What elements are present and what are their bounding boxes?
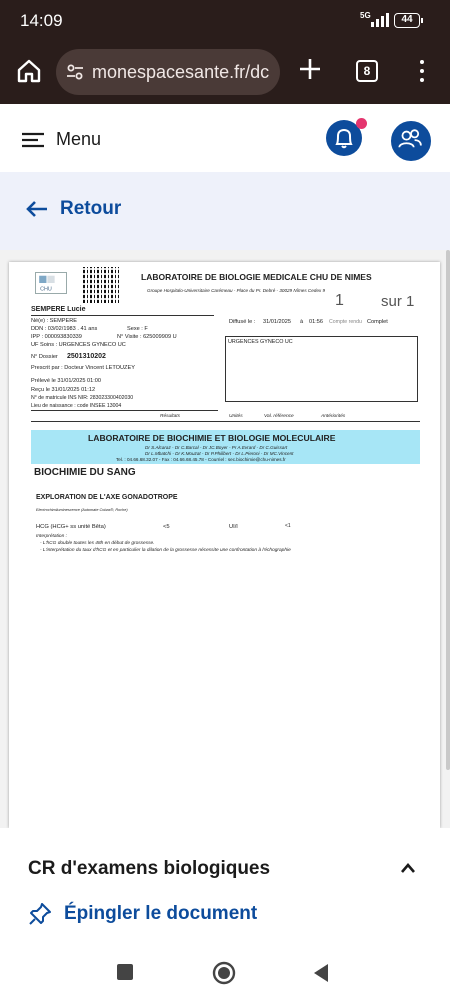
lab-address: Groupe Hospitalo-Universitaire Carémeau - Place du Pr. Debré - 30029 Nîmes Cedex 9 bbox=[147, 288, 326, 293]
site-header bbox=[0, 104, 450, 172]
compte-rendu: Compte rendu bbox=[329, 319, 362, 325]
col-val-ref: Val. référence bbox=[264, 414, 294, 419]
section-contact: Tel. : 04.66.68.32.07 - Fax : 04.66.68.45.78 - Courriel : sec.biochimie@chu-nimes.fr bbox=[116, 457, 286, 462]
test-result: <5 bbox=[163, 524, 170, 530]
viewer-scrollbar[interactable] bbox=[446, 250, 450, 770]
users-icon bbox=[393, 123, 429, 159]
page-current: 1 bbox=[335, 292, 344, 309]
chu-logo bbox=[35, 272, 67, 294]
network-type-icon: 5G bbox=[360, 11, 371, 20]
ipp: IPP : 000093830339 bbox=[31, 334, 82, 340]
sex: Sexe : F bbox=[127, 326, 148, 332]
col-resultats: Résultats bbox=[160, 414, 180, 419]
diffuse-at: à bbox=[300, 319, 304, 325]
profile-button[interactable] bbox=[391, 121, 431, 161]
test-reference: <1 bbox=[285, 523, 291, 529]
complet-status: Complet bbox=[367, 319, 388, 325]
system-nav-bar bbox=[0, 950, 450, 1000]
notifications-button[interactable] bbox=[326, 120, 362, 156]
pin-icon[interactable] bbox=[28, 902, 52, 926]
section-staff-1: Dr S.Alcaraz - Dr C.Barcal - Dr JC.Boyer - Pr A.Evrard - Dr C.Guissart bbox=[145, 445, 288, 450]
lab-title: LABORATOIRE DE BIOLOGIE MEDICALE CHU DE NIMES bbox=[141, 272, 372, 282]
prescriber: Prescrit par : Docteur Vincent LETOUZEY bbox=[31, 365, 135, 371]
status-time: 14:09 bbox=[20, 11, 63, 30]
sample-date: Prélevé le 31/01/2025 01:00 bbox=[31, 378, 101, 384]
home-icon[interactable] bbox=[16, 58, 42, 84]
hamburger-menu-icon[interactable] bbox=[22, 132, 44, 148]
recents-icon[interactable] bbox=[117, 964, 133, 980]
home-button-icon[interactable] bbox=[212, 961, 236, 985]
new-tab-icon[interactable] bbox=[298, 57, 322, 81]
back-button[interactable]: Retour bbox=[60, 198, 122, 219]
page-total: sur 1 bbox=[381, 293, 415, 310]
interpretation-2: - L'interprétation du taux d'hCG et en particulier la dilation de la grossesse nécessite une confrontation à l'échographie bbox=[40, 548, 291, 553]
interpretation-1: - L'hCG double toutes les 48h en début de grossesse. bbox=[40, 541, 155, 546]
method: Electrochimiluminescence (Automate Cobas®, Roche) bbox=[36, 508, 128, 512]
notification-badge bbox=[356, 118, 367, 129]
more-options-icon[interactable] bbox=[418, 59, 426, 83]
exploration-title: EXPLORATION DE L'AXE GONADOTROPE bbox=[36, 494, 178, 501]
pin-document-button[interactable]: Épingler le document bbox=[64, 903, 258, 924]
birth-name: Né(e) : SEMPERE bbox=[31, 318, 78, 324]
menu-label[interactable]: Menu bbox=[56, 129, 102, 149]
chevron-up-icon[interactable] bbox=[400, 862, 416, 874]
address-box-text: URGENCES GYNECO UC bbox=[228, 339, 293, 345]
battery-icon: 44 bbox=[394, 13, 420, 28]
back-bar bbox=[0, 172, 450, 250]
document-viewer[interactable] bbox=[0, 250, 450, 828]
address-box bbox=[225, 336, 418, 402]
document-page bbox=[9, 262, 440, 828]
tab-switcher-button[interactable]: 8 bbox=[356, 60, 378, 82]
patient-name: SEMPERE Lucie bbox=[31, 306, 86, 313]
diffuse-date: 31/01/2025 bbox=[263, 319, 291, 325]
date-of-birth: DDN : 03/02/1983 . 41 ans bbox=[31, 326, 98, 332]
arrow-left-icon[interactable] bbox=[26, 200, 48, 218]
test-name: HCG (HCG+ ss unité Bêta) bbox=[36, 524, 106, 530]
browser-toolbar bbox=[0, 40, 450, 104]
status-bar bbox=[0, 0, 450, 40]
section-title: LABORATOIRE DE BIOCHIMIE ET BIOLOGIE MOLECULAIRE bbox=[88, 433, 336, 443]
section-staff-2: Dr L.Mbatchi - Dr K.Mouzat - Dr P.Philibert - Dr L.Pieroni - Dr MC.Vincent bbox=[145, 451, 294, 456]
ins-nir: N° de matricule INS NIR: 283023300402030 bbox=[31, 395, 134, 401]
uf-soins: UF Soins : URGENCES GYNECO UC bbox=[31, 342, 126, 348]
col-anteriorites: Antériorités bbox=[321, 414, 346, 419]
diffuse-time: 01:56 bbox=[309, 319, 323, 325]
visit-number: N° Visite : 625009909 U bbox=[117, 334, 177, 340]
col-unites: Unités bbox=[229, 414, 243, 419]
dossier-label: N° Dossier bbox=[31, 354, 58, 360]
address-bar[interactable] bbox=[56, 49, 280, 95]
received-date: Reçu le 31/01/2025 01:12 bbox=[31, 387, 96, 393]
bottom-sheet bbox=[0, 828, 450, 950]
interpretation-label: Interprétation : bbox=[36, 534, 67, 539]
test-unit: UI/l bbox=[229, 524, 238, 530]
signal-icon bbox=[371, 13, 389, 27]
biochimie-title: BIOCHIMIE DU SANG bbox=[34, 467, 136, 478]
back-nav-icon[interactable] bbox=[312, 963, 330, 983]
diffuse-label: Diffusé le : bbox=[229, 319, 256, 325]
dossier-number: 2501310202 bbox=[67, 353, 106, 360]
birth-place: Lieu de naissance : code INSEE 13004 bbox=[31, 403, 122, 409]
site-settings-icon[interactable] bbox=[66, 63, 84, 81]
svg-text:CHU: CHU bbox=[40, 286, 52, 293]
document-title: CR d'examens biologiques bbox=[28, 858, 271, 879]
url-text: monespacesante.fr/dc bbox=[92, 62, 270, 82]
